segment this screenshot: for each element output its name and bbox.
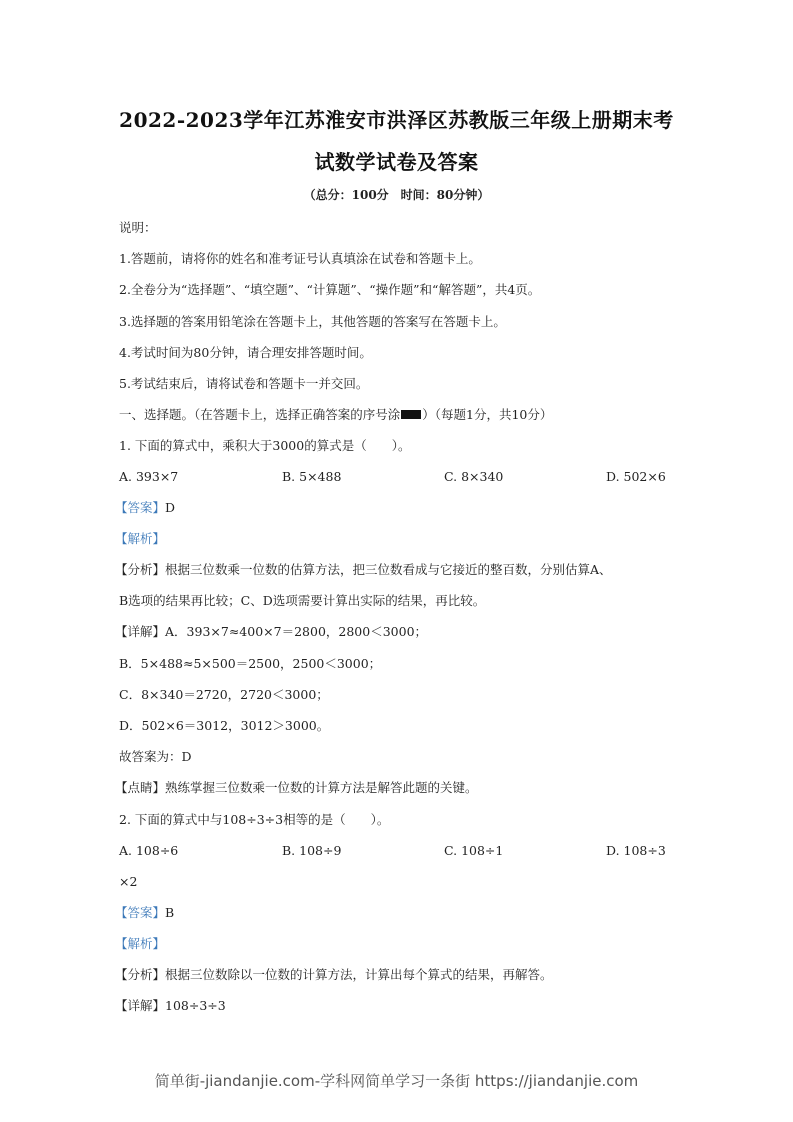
section-1-heading-scoring: ）（每题1分，共10分） <box>422 407 553 422</box>
question-2-stem: 2. 下面的算式中与108÷3÷3相等的是（ ）。 <box>119 812 390 827</box>
question-1-analysis-line-2: B选项的结果再比较；C、D选项需要计算出实际的结果，再比较。 <box>119 593 486 608</box>
section-1-heading <box>119 407 552 423</box>
question-2-option-a: A. 108÷6 <box>119 843 179 858</box>
question-1-detail-c: C．8×340＝2720，2720＜3000； <box>119 687 329 702</box>
question-2-option-b: B. 108÷9 <box>282 843 342 858</box>
question-2-option-d: D. 108÷3 <box>606 843 666 858</box>
analysis-header-label: 【解析】 <box>115 936 166 951</box>
question-1-analysis <box>115 562 612 578</box>
question-1-stem: 1. 下面的算式中，乘积大于3000的算式是（ ）。 <box>119 438 411 453</box>
question-1-conclusion: 故答案为：D <box>119 749 192 764</box>
question-1-detail-b: B．5×488≈5×500＝2500，2500＜3000； <box>119 656 382 671</box>
question-2-option-d-wrap: ×2 <box>119 874 138 889</box>
detail-text: 108÷3÷3 <box>165 998 226 1013</box>
section-1-heading-text: 一、选择题。（在答题卡上，选择正确答案的序号涂 <box>119 407 401 422</box>
instruction-item-3: 3.选择题的答案用铅笔涂在答题卡上，其他答题的答案写在答题卡上。 <box>119 314 506 329</box>
answer-value: B <box>165 905 175 920</box>
detail-text: A．393×7≈400×7＝2800，2800＜3000； <box>165 624 428 639</box>
analysis-label: 【分析】 <box>115 967 166 982</box>
answer-value: D <box>165 500 176 515</box>
question-1-answer <box>115 500 175 516</box>
instruction-item-5: 5.考试结束后，请将试卷和答题卡一并交回。 <box>119 376 369 391</box>
instruction-item-1: 1.答题前，请将你的姓名和准考证号认真填涂在试卷和答题卡上。 <box>119 251 481 266</box>
detail-label: 【详解】 <box>115 624 166 639</box>
question-2-detail <box>115 998 226 1014</box>
question-1-option-a: A. 393×7 <box>119 469 179 484</box>
analysis-text: 根据三位数乘一位数的估算方法，把三位数看成与它接近的整百数，分别估算A、 <box>165 562 612 577</box>
analysis-header-label: 【解析】 <box>115 531 166 546</box>
question-1-option-c: C. 8×340 <box>444 469 504 484</box>
question-2-analysis <box>115 967 553 983</box>
analysis-label: 【分析】 <box>115 562 166 577</box>
instruction-item-2: 2.全卷分为“选择题”、“填空题”、“计算题”、“操作题”和“解答题”，共4页。 <box>119 282 541 297</box>
detail-label: 【详解】 <box>115 998 166 1013</box>
instructions-heading: 说明： <box>119 220 157 235</box>
question-1-detail-d: D．502×6＝3012，3012＞3000。 <box>119 718 330 733</box>
question-1-analysis-header <box>115 531 165 547</box>
filled-box-icon <box>401 410 421 419</box>
comment-text: 熟练掌握三位数乘一位数的计算方法是解答此题的关键。 <box>165 780 478 795</box>
analysis-text: 根据三位数除以一位数的计算方法，计算出每个算式的结果，再解答。 <box>165 967 553 982</box>
question-2-analysis-header <box>115 936 165 952</box>
document-title-line-2: 试数学试卷及答案 <box>314 150 479 174</box>
document-title-line-1: 2022-2023学年江苏淮安市洪泽区苏教版三年级上册期末考 <box>119 108 674 132</box>
question-1-detail <box>115 624 427 640</box>
question-1-option-b: B. 5×488 <box>282 469 342 484</box>
answer-label: 【答案】 <box>115 905 166 920</box>
question-1-option-d: D. 502×6 <box>606 469 666 484</box>
question-1-comment <box>115 780 478 796</box>
document-subtitle: （总分：100分 时间：80分钟） <box>303 188 490 202</box>
question-2-option-c: C. 108÷1 <box>444 843 504 858</box>
instruction-item-4: 4.考试时间为80分钟，请合理安排答题时间。 <box>119 345 372 360</box>
question-2-answer <box>115 905 174 921</box>
footer-watermark: 简单街-jiandanjie.com-学科网简单学习一条街 https://jiandanjie.com <box>154 1072 639 1090</box>
comment-label: 【点睛】 <box>115 780 166 795</box>
answer-label: 【答案】 <box>115 500 166 515</box>
